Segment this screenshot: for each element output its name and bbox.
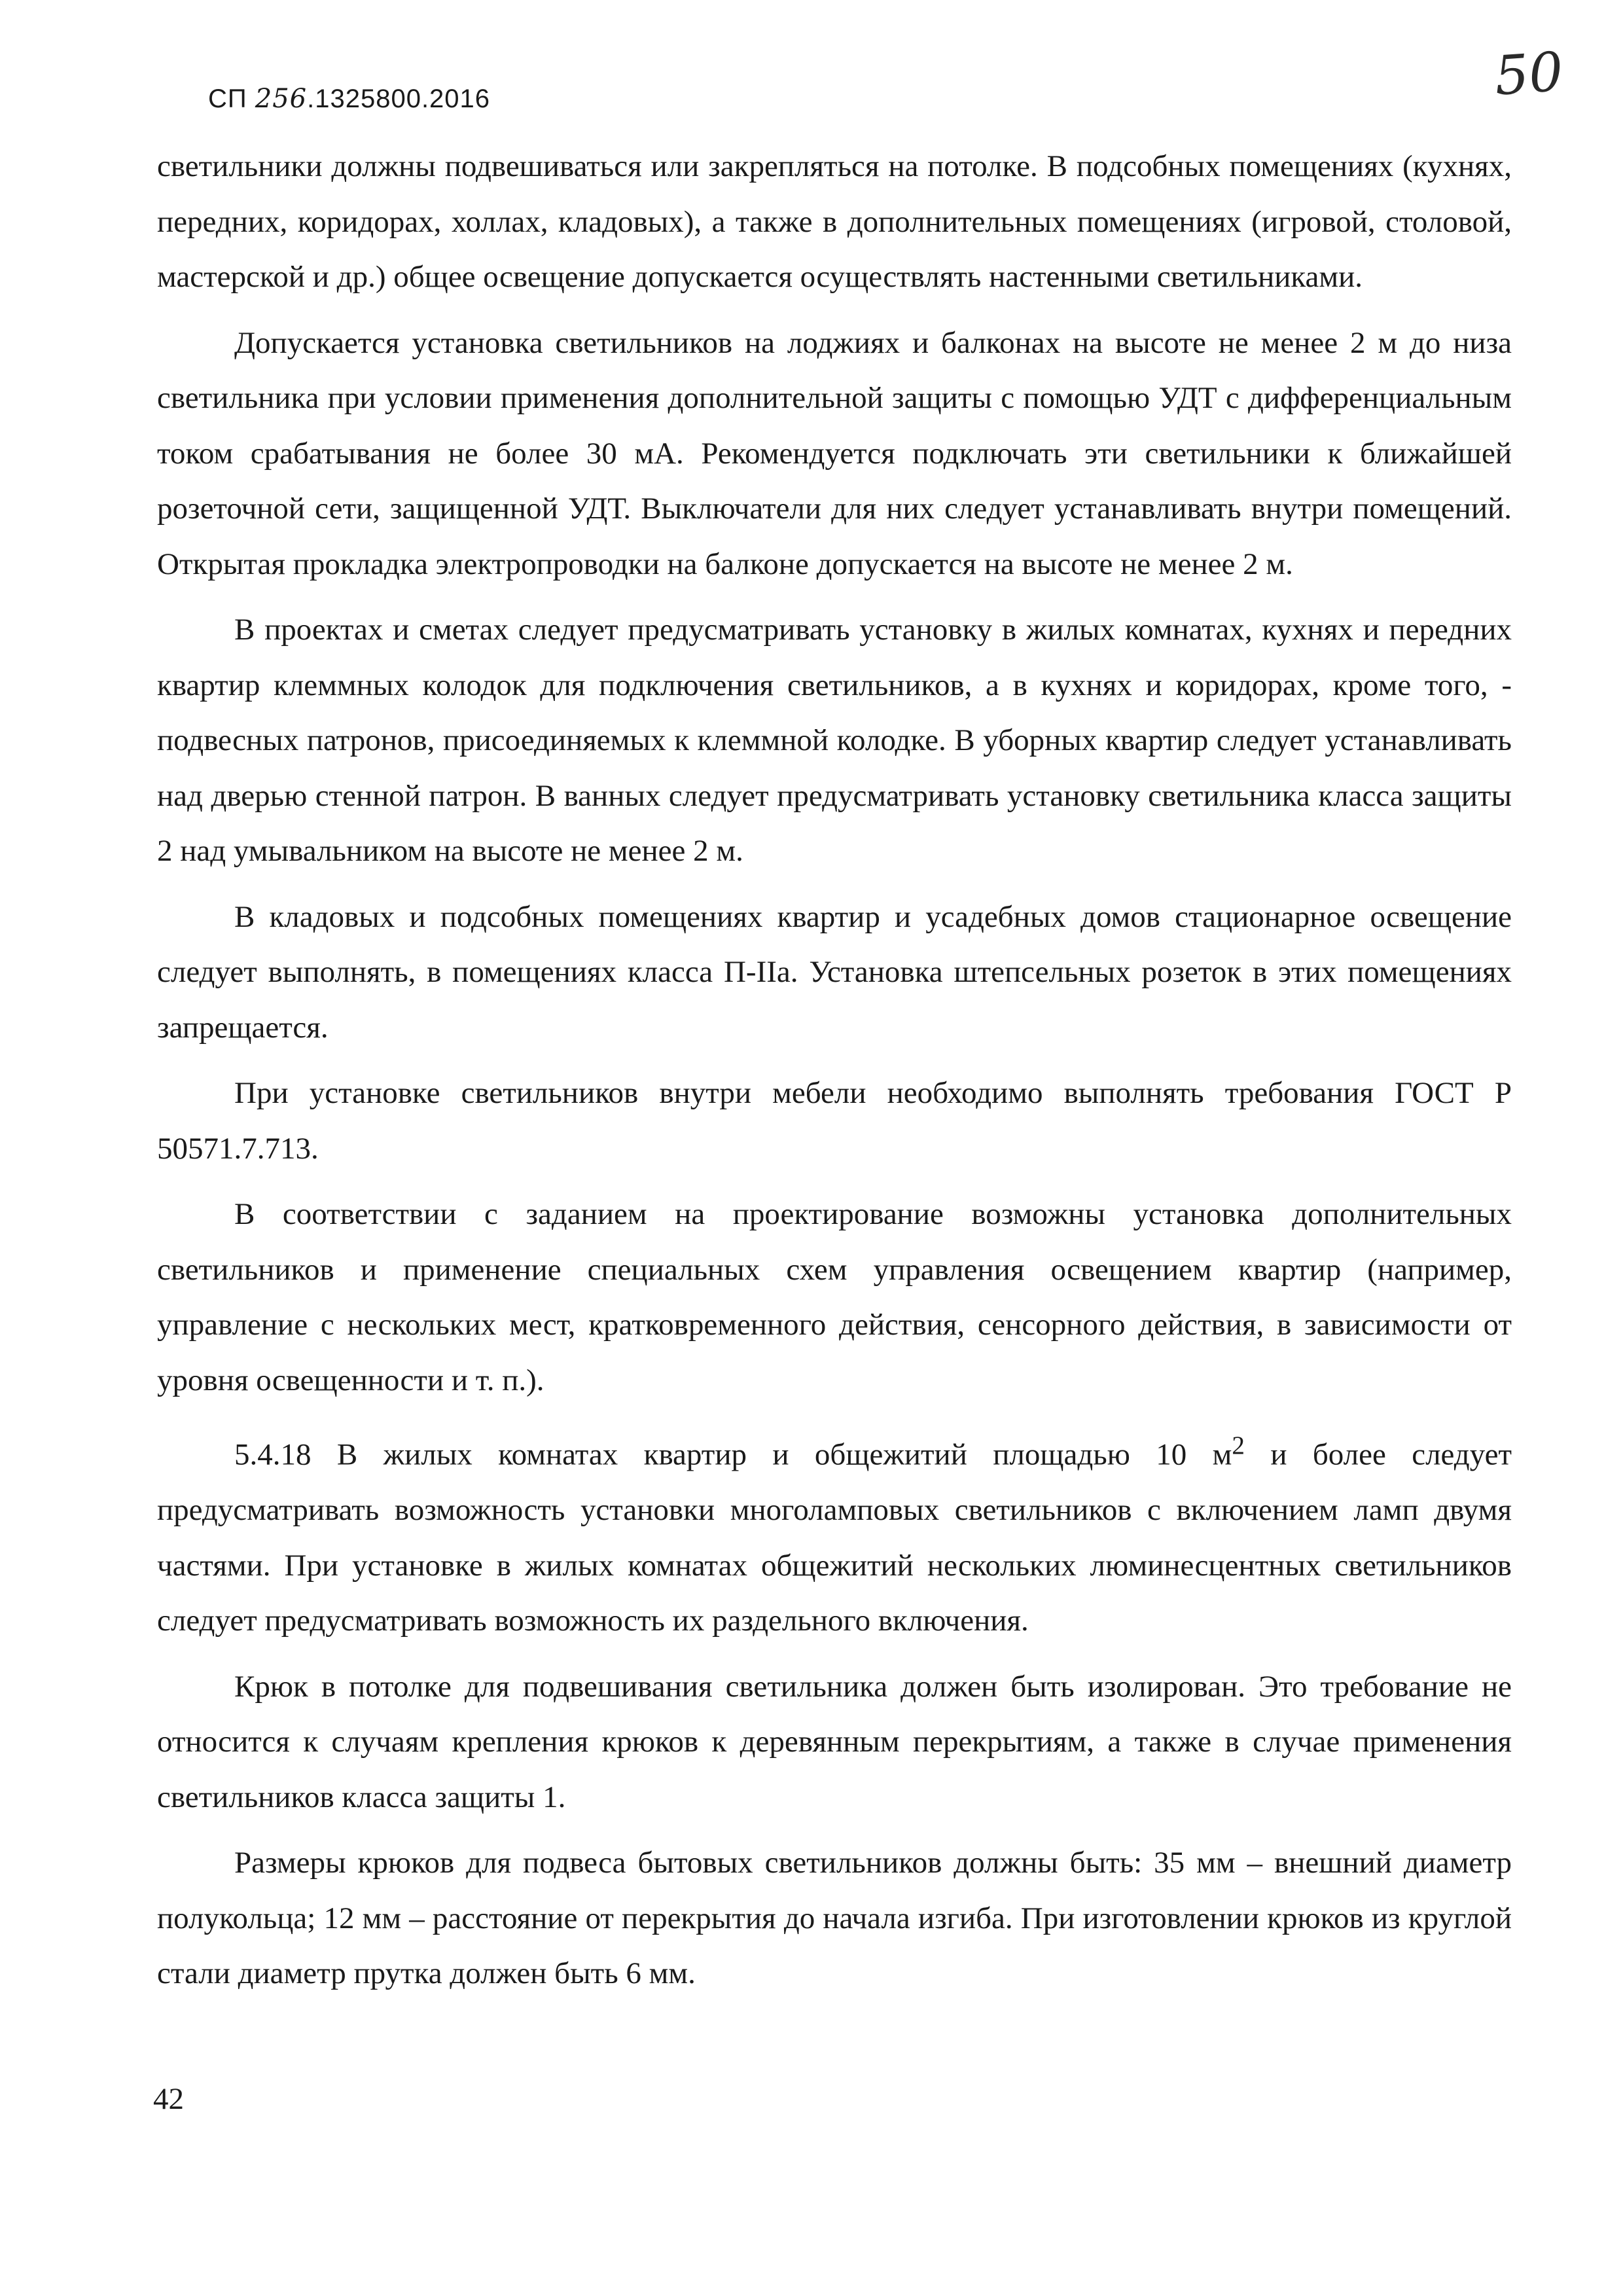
paragraph-control-schemes: В соответствии с заданием на проектирование возможны установка дополнительных светильников и применение специальных схем управления освещением квартир (например, управление с нескольких мест, кратковременного действия, сенсорного действия, в зависимости от уровня освещенности и т. п.). [157, 1197, 1512, 1397]
document-code-suffix: .1325800.2016 [307, 84, 491, 113]
clause-5-4-18 [157, 1418, 1512, 1649]
paragraph-hook-dimensions: Размеры крюков для подвеса бытовых светильников должны быть: 35 мм – внешний диаметр полукольца; 12 мм – расстояние от перекрытия до начала изгиба. При изготовлении крюков из круглой стали диаметр прутка должен быть 6 мм. [157, 1846, 1512, 1991]
clause-5-4-18-text-end: и более следует предусматривать возможность установки многоламповых светильников с включением ламп двумя частями. При установке в жилых комнатах общежитий нескольких люминесцентных светильников следует предусматривать возможность их раздельного включения. [157, 1437, 1512, 1638]
paragraph-furniture-lighting: При установке светильников внутри мебели необходимо выполнять требования ГОСТ Р 50571.7.713. [157, 1076, 1512, 1166]
document-code-prefix: СП [208, 84, 255, 113]
paragraph-loggia-lighting: Допускается установка светильников на лоджиях и балконах на высоте не менее 2 м до низа светильника при условии применения дополнительной защиты с помощью УДТ с дифференциальным током срабатывания не более 30 мА. Рекомендуется подключать эти светильники к ближайшей розеточной сети, защищенной УДТ. Выключатели для них следует устанавливать внутри помещений. Открытая прокладка электропроводки на балконе допускается на высоте не менее 2 м. [157, 325, 1512, 581]
handwritten-page-mark: 50 [1492, 41, 1565, 108]
document-code [208, 84, 490, 114]
paragraph-storage-rooms: В кладовых и подсобных помещениях квартир и усадебных домов стационарное освещение следует выполнять, в помещениях класса П-IIа. Установка штепсельных розеток в этих помещениях запрещается. [157, 899, 1512, 1045]
paragraph-terminal-blocks: В проектах и сметах следует предусматривать установку в жилых комнатах, кухнях и передних квартир клеммных колодок для подключения светильников, а в кухнях и коридорах, кроме того, - подвесных патронов, присоединяемых к клеммной колодке. В уборных квартир следует устанавливать над дверью стенной патрон. В ванных следует предусматривать установку светильника класса защиты 2 над умывальником на высоте не менее 2 м. [157, 613, 1512, 868]
square-meter-superscript: 2 [1232, 1431, 1245, 1460]
document-code-handwritten-number: 256 [255, 84, 308, 114]
page-number: 42 [153, 2082, 184, 2116]
paragraph-continued: светильники должны подвешиваться или закрепляться на потолке. В подсобных помещениях (кухнях, передних, коридорах, холлах, кладовых), а также в дополнительных помещениях (игровой, столовой, мастерской и др.) общее освещение допускается осуществлять настенными светильниками. [157, 149, 1512, 294]
clause-5-4-18-text-start: 5.4.18 В жилых комнатах квартир и общежитий площадью 10 м [234, 1437, 1232, 1472]
paragraph-ceiling-hook: Крюк в потолке для подвешивания светильника должен быть изолирован. Это требование не относится к случаям крепления крюков к деревянным перекрытиям, а также в случае применения светильников класса защиты 1. [157, 1669, 1512, 1814]
body-text [157, 139, 1512, 2012]
